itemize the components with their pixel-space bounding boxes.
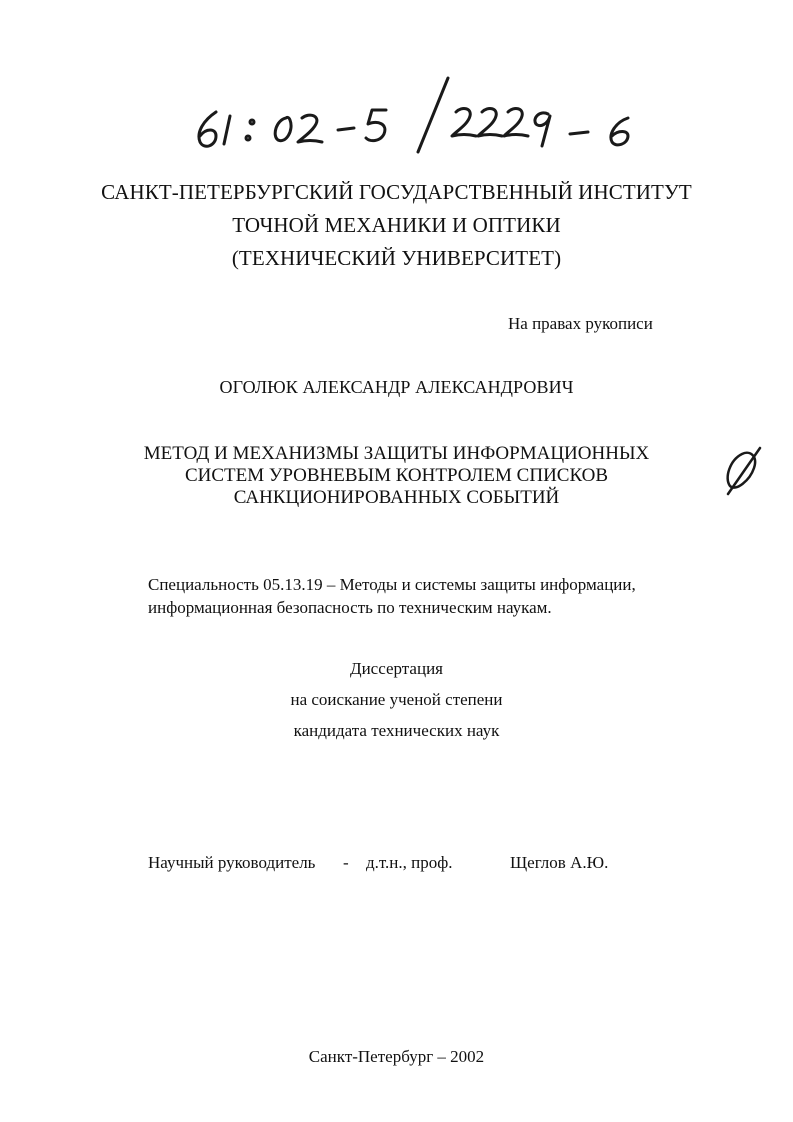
institution-name-line-2: ТОЧНОЙ МЕХАНИКИ И ОПТИКИ (232, 213, 561, 237)
city-year: Санкт-Петербург – 2002 (308, 1047, 485, 1066)
institution-name-line-1: САНКТ-ПЕТЕРБУРГСКИЙ ГОСУДАРСТВЕННЫЙ ИНСТИТУТ (101, 180, 692, 204)
degree-name-line: кандидата технических наук (293, 721, 500, 740)
specialty-line-2: информационная безопасность по техническим наукам. (148, 598, 552, 617)
rights-note: На правах рукописи (508, 314, 653, 333)
specialty-line-1: Специальность 05.13.19 – Методы и системы защиты информации, (148, 575, 636, 594)
degree-sought-line: на соискание ученой степени (290, 690, 503, 709)
institution-name-line-3: (ТЕХНИЧЕСКИЙ УНИВЕРСИТЕТ) (231, 246, 562, 270)
supervisor-degree: д.т.н., проф. (366, 853, 453, 872)
supervisor-dash: - (343, 853, 349, 872)
handwritten-catalog-number (186, 72, 656, 162)
author-name: ОГОЛЮК АЛЕКСАНДР АЛЕКСАНДРОВИЧ (219, 377, 574, 397)
dissertation-title-line-1: МЕТОД И МЕХАНИЗМЫ ЗАЩИТЫ ИНФОРМАЦИОННЫХ (143, 443, 650, 464)
dissertation-title-line-3: САНКЦИОНИРОВАННЫХ СОБЫТИЙ (233, 487, 560, 508)
supervisor-name: Щеглов А.Ю. (510, 853, 609, 872)
dissertation-title-line-2: СИСТЕМ УРОВНЕВЫМ КОНТРОЛЕМ СПИСКОВ (184, 465, 609, 486)
dissertation-label: Диссертация (349, 659, 443, 678)
supervisor-label: Научный руководитель (148, 853, 316, 872)
handwritten-mark (720, 444, 768, 496)
